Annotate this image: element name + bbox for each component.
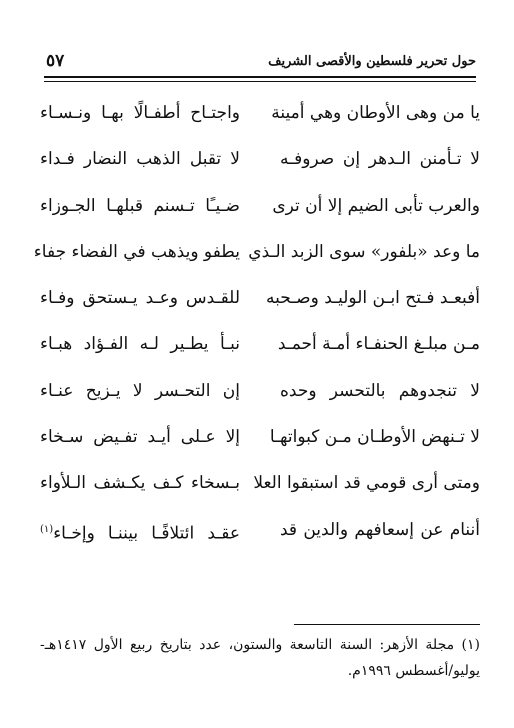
verse-row [40, 416, 480, 462]
verse-row [40, 138, 480, 184]
verse-first-hemistich: أننام عن إسعافهم والدين قد [280, 519, 480, 540]
verse-second-hemistich: ضـيـًا تـسنم قبلهـا الجـوزاء [40, 195, 240, 216]
header-rule [44, 76, 476, 82]
verse-second-hemistich: بـسخاء كـف يكـشف الـلأواء [40, 473, 240, 494]
page-number: ٥٧ [46, 51, 65, 71]
verse-first-hemistich: يا من وهى الأوطان وهي أمينة [271, 103, 480, 123]
verse-second-hemistich: إلا عـلى أيـد تفـيض سـخاء [40, 427, 240, 448]
verse-second-hemistich: نبـأ يطـير لـه الفـؤاد هبـاء [40, 334, 240, 355]
verse-second-hemistich [40, 517, 240, 547]
verse-row [40, 277, 480, 323]
verse-first-hemistich: ما وعد «بلفور» سوى الزبد الـذي [248, 241, 480, 262]
footnote-rule [294, 624, 480, 625]
page-header [44, 51, 476, 76]
verse-first-hemistich: لا تنجدوهم بالتحسر وحده [280, 380, 480, 401]
verse-first-hemistich: ومتى أرى قومي قد استبقوا العلا [253, 473, 480, 494]
verse-row [40, 92, 480, 138]
verse-first-hemistich: مـن مبلـغ الحنفـاء أمـة أحمـد [277, 334, 480, 355]
verse-row [40, 509, 480, 555]
verse-first-hemistich: والعرب تأبى الضيم إلا أن ترى [272, 195, 480, 216]
footnote-marker: (١) [40, 523, 54, 535]
verse-second-hemistich: إن التحـسر لا يـزيح عنـاء [40, 380, 240, 401]
footnote: (١) مجلة الأزهر: السنة التاسعة والستون، عدد بتاريخ ربيع الأول ١٤١٧هـ-يوليو/أغسطس ١٩٩٦م. [40, 637, 480, 679]
verse-second-hemistich: واجتـاح أطفـالًا بهـا ونـسـاء [40, 103, 240, 123]
verse-second-hemistich: للقـدس وعـد يـستحق وفـاء [40, 288, 240, 309]
verse-row [33, 231, 480, 277]
verse-row [40, 323, 480, 369]
verse-row [40, 462, 480, 508]
verse-row [40, 185, 480, 231]
running-title: حول تحرير فلسطين والأقصى الشريف [268, 54, 476, 69]
verse-first-hemistich: لا تـأمنن الـدهر إن صروفـه [280, 149, 480, 170]
verse-first-hemistich: لا تـنهض الأوطـان مـن كبواتهـا [269, 427, 480, 448]
verse-first-hemistich: أفبعـد فـتح ابـن الوليـد وصـحبه [265, 288, 480, 309]
poem-verses [33, 92, 480, 555]
verse-second-hemistich: لا تقبل الذهب النضار فـداء [40, 149, 240, 170]
verse-second-hemistich: يطفو ويذهب في الفضاء جفاء [33, 241, 240, 262]
verse-row [40, 370, 480, 416]
verse-text: عقـد ائتلافًـا بيننـا وإخـاء [53, 523, 240, 544]
